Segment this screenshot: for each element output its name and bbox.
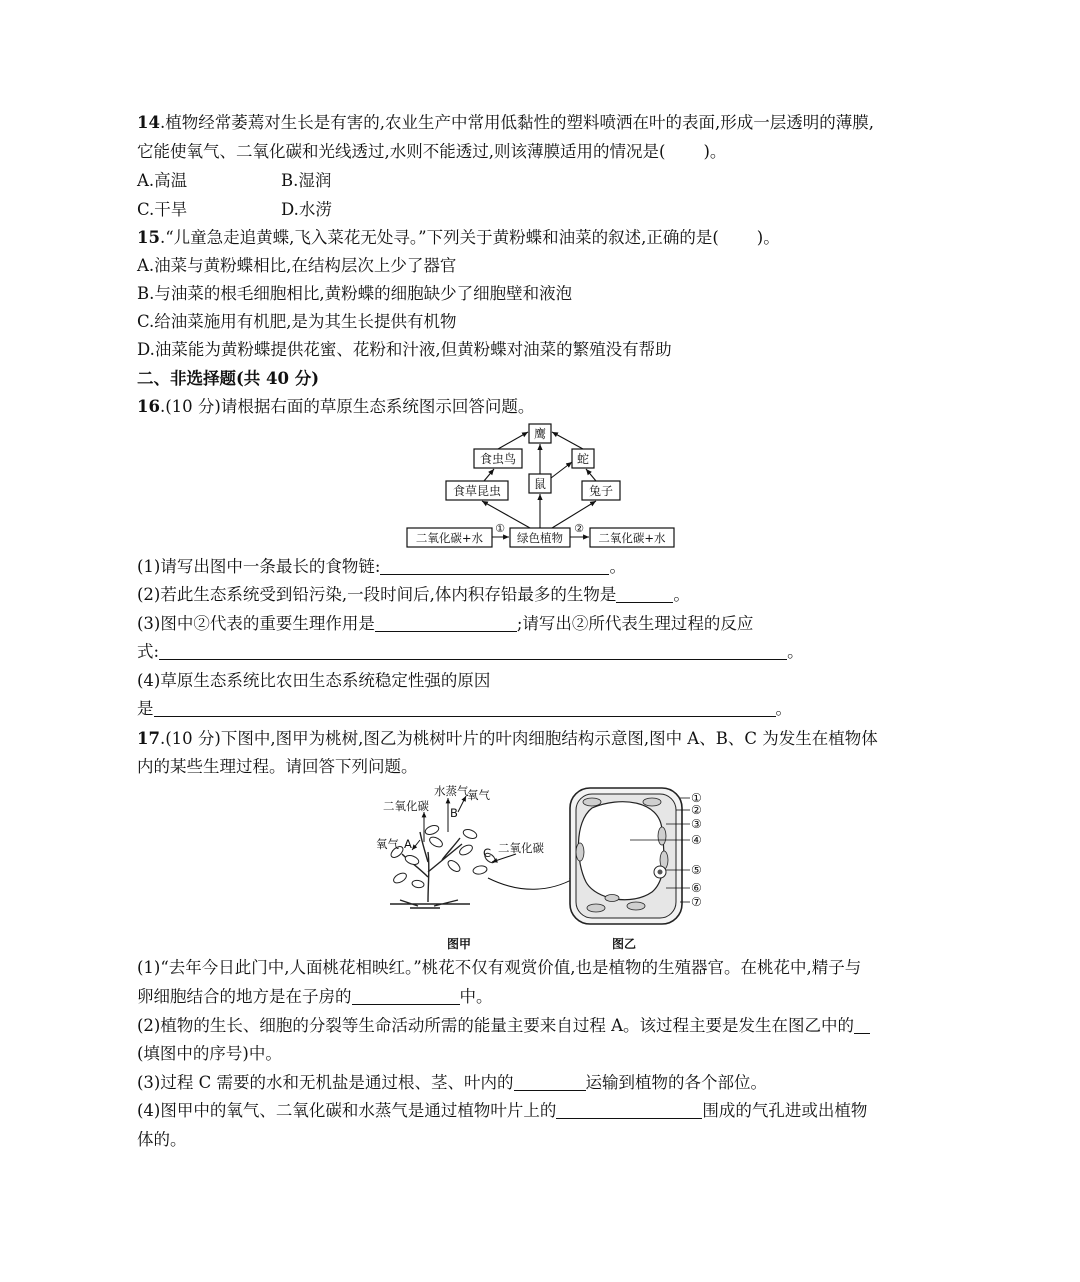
caption-fig-jia: 图甲 [447, 937, 472, 951]
q14-number: 14 [137, 113, 160, 132]
label-plant: 绿色植物 [517, 531, 563, 545]
q17-stem-line1 [137, 728, 878, 750]
q16-part3-text2: ;请写出②所代表生理过程的反应 [516, 614, 754, 633]
q16-part1-blank[interactable] [380, 558, 609, 575]
label-eagle: 鹰 [533, 427, 547, 441]
q14-option-c: C.干旱 [137, 200, 188, 219]
q16-part3 [137, 613, 753, 635]
q17-part1-blank[interactable] [352, 988, 460, 1005]
q14-line2 [137, 141, 726, 163]
q16-part2-text: (2)若此生态系统受到铅污染,一段时间后,体内积存铅最多的生物是 [137, 585, 617, 604]
q17-part2-line1 [137, 1015, 870, 1037]
label-n3: ③ [691, 817, 702, 831]
label-oxygen-left: 氧气 [376, 837, 399, 851]
q17-part4-text2: 围成的气孔进或出植物 [702, 1101, 868, 1120]
label-mark2: ② [574, 522, 584, 535]
food-web-diagram [400, 420, 680, 552]
label-mark1: ① [495, 522, 505, 535]
q14-option-a: A.高温 [137, 171, 188, 190]
q16-part1-text: (1)请写出图中一条最长的食物链: [137, 557, 381, 576]
q17-part4-text: (4)图甲中的氧气、二氧化碳和水蒸气是通过植物叶片上的 [137, 1101, 557, 1120]
q17-part2-line2: (填图中的序号)中。 [137, 1044, 282, 1063]
q15-option-a: A.油菜与黄粉蝶相比,在结构层次上少了器官 [137, 256, 457, 275]
q15-stem [137, 227, 780, 249]
q17-part1-text: 卵细胞结合的地方是在子房的 [137, 987, 352, 1006]
q16-part1-end: 。 [609, 557, 626, 576]
label-co2-left: 二氧化碳+水 [415, 531, 484, 545]
q15-option-b: B.与油菜的根毛细胞相比,黄粉蝶的细胞缺少了细胞壁和液泡 [137, 284, 573, 303]
label-process-a: A [404, 837, 412, 851]
q16-part4-label: 是 [137, 699, 154, 718]
q16-part2-end: 。 [673, 585, 690, 604]
q16-part1 [137, 556, 626, 578]
label-n7: ⑦ [691, 895, 702, 909]
q16-part3-end: 。 [787, 642, 804, 661]
label-herb-insect: 食草昆虫 [452, 484, 502, 498]
label-co2-top: 二氧化碳 [383, 799, 429, 813]
q17-part1-end: 中。 [459, 987, 493, 1006]
label-n2: ② [691, 803, 702, 817]
q16-part3-text: (3)图中②代表的重要生理作用是 [137, 614, 375, 633]
label-process-c: C [483, 846, 492, 860]
q17-part4-line1 [137, 1100, 867, 1122]
section-2-heading: 二、非选择题(共 40 分) [137, 369, 320, 388]
label-co2-right: 二氧化碳 [498, 841, 544, 855]
label-n4: ④ [691, 833, 702, 847]
label-oxygen-top: 氧气 [467, 788, 490, 802]
q16-part2 [137, 584, 690, 606]
q14-option-d: D.水涝 [281, 200, 332, 219]
q15-option-d: D.油菜能为黄粉蝶提供花蜜、花粉和汁液,但黄粉蝶对油菜的繁殖没有帮助 [137, 340, 672, 359]
q17-stem-line2: 内的某些生理过程。请回答下列问题。 [137, 757, 418, 776]
label-process-b: B [450, 806, 458, 820]
q17-part1-line2 [137, 986, 493, 1008]
q17-part4-line2: 体的。 [137, 1130, 187, 1149]
q14-stem: .植物经常萎蔫对生长是有害的,农业生产中常用低黏性的塑料喷洒在叶的表面,形成一层透明的薄膜, [159, 113, 874, 132]
label-n5: ⑤ [691, 863, 702, 877]
q17-part2-text: (2)植物的生长、细胞的分裂等生命活动所需的能量主要来自过程 A。该过程主要是发生在图乙中的 [137, 1016, 855, 1035]
label-mouse: 鼠 [533, 477, 547, 491]
q14-option-b: B.湿润 [281, 171, 332, 190]
q16-part4-end: 。 [775, 699, 792, 718]
caption-fig-yi: 图乙 [612, 937, 637, 951]
q16-part4-answer [137, 698, 792, 720]
plant-cell-figure [370, 782, 720, 930]
q14-stem-cont: 它能使氧气、二氧化碳和光线透过,水则不能透过,则该薄膜适用的情况是( [137, 142, 666, 161]
label-water-vapor: 水蒸气 [434, 784, 469, 798]
q16-part3-formula [137, 641, 804, 663]
q17-part3 [137, 1072, 767, 1094]
q17-part2-blank[interactable] [854, 1017, 870, 1034]
q17-part3-blank[interactable] [514, 1074, 586, 1091]
q14-paren-close: )。 [703, 142, 727, 161]
q16-part3-formula-label: 式: [137, 642, 160, 661]
q15-stem-text: .“儿童急走追黄蝶,飞入菜花无处寻。”下列关于黄粉蝶和油菜的叙述,正确的是( [159, 228, 719, 247]
label-insect-bird: 食虫鸟 [479, 452, 517, 466]
q16-part2-blank[interactable] [616, 586, 673, 603]
q17-number: 17 [137, 729, 160, 748]
label-n6: ⑥ [691, 881, 702, 895]
q17-part4-blank[interactable] [556, 1102, 702, 1119]
q16-part4-blank[interactable] [154, 700, 776, 717]
q15-option-c: C.给油菜施用有机肥,是为其生长提供有机物 [137, 312, 457, 331]
label-rabbit: 兔子 [588, 484, 614, 498]
label-snake: 蛇 [576, 452, 590, 466]
q14-line1 [137, 112, 874, 134]
q17-stem-text: .(10 分)下图中,图甲为桃树,图乙为桃树叶片的叶肉细胞结构示意图,图中 A、B、C 为发生在植物体 [159, 729, 878, 748]
label-n1: ① [691, 791, 702, 805]
leaf-cell-drawing [570, 788, 682, 924]
label-co2-right: 二氧化碳+水 [598, 531, 666, 545]
q16-part4: (4)草原生态系统比农田生态系统稳定性强的原因 [137, 671, 491, 690]
q15-number: 15 [137, 228, 160, 247]
q16-stem [137, 396, 534, 418]
q17-part3-text: (3)过程 C 需要的水和无机盐是通过根、茎、叶内的 [137, 1073, 514, 1092]
q15-paren-close: )。 [756, 228, 780, 247]
q16-number: 16 [137, 397, 160, 416]
q17-part3-text2: 运输到植物的各个部位。 [585, 1073, 767, 1092]
q17-part1-line1: (1)“去年今日此门中,人面桃花相映红。”桃花不仅有观赏价值,也是植物的生殖器官。在桃花中,精子与 [137, 958, 862, 977]
q16-stem-text: .(10 分)请根据右面的草原生态系统图示回答问题。 [159, 397, 535, 416]
q16-part3-formula-blank[interactable] [159, 643, 787, 660]
q16-part3-blank[interactable] [375, 615, 517, 632]
